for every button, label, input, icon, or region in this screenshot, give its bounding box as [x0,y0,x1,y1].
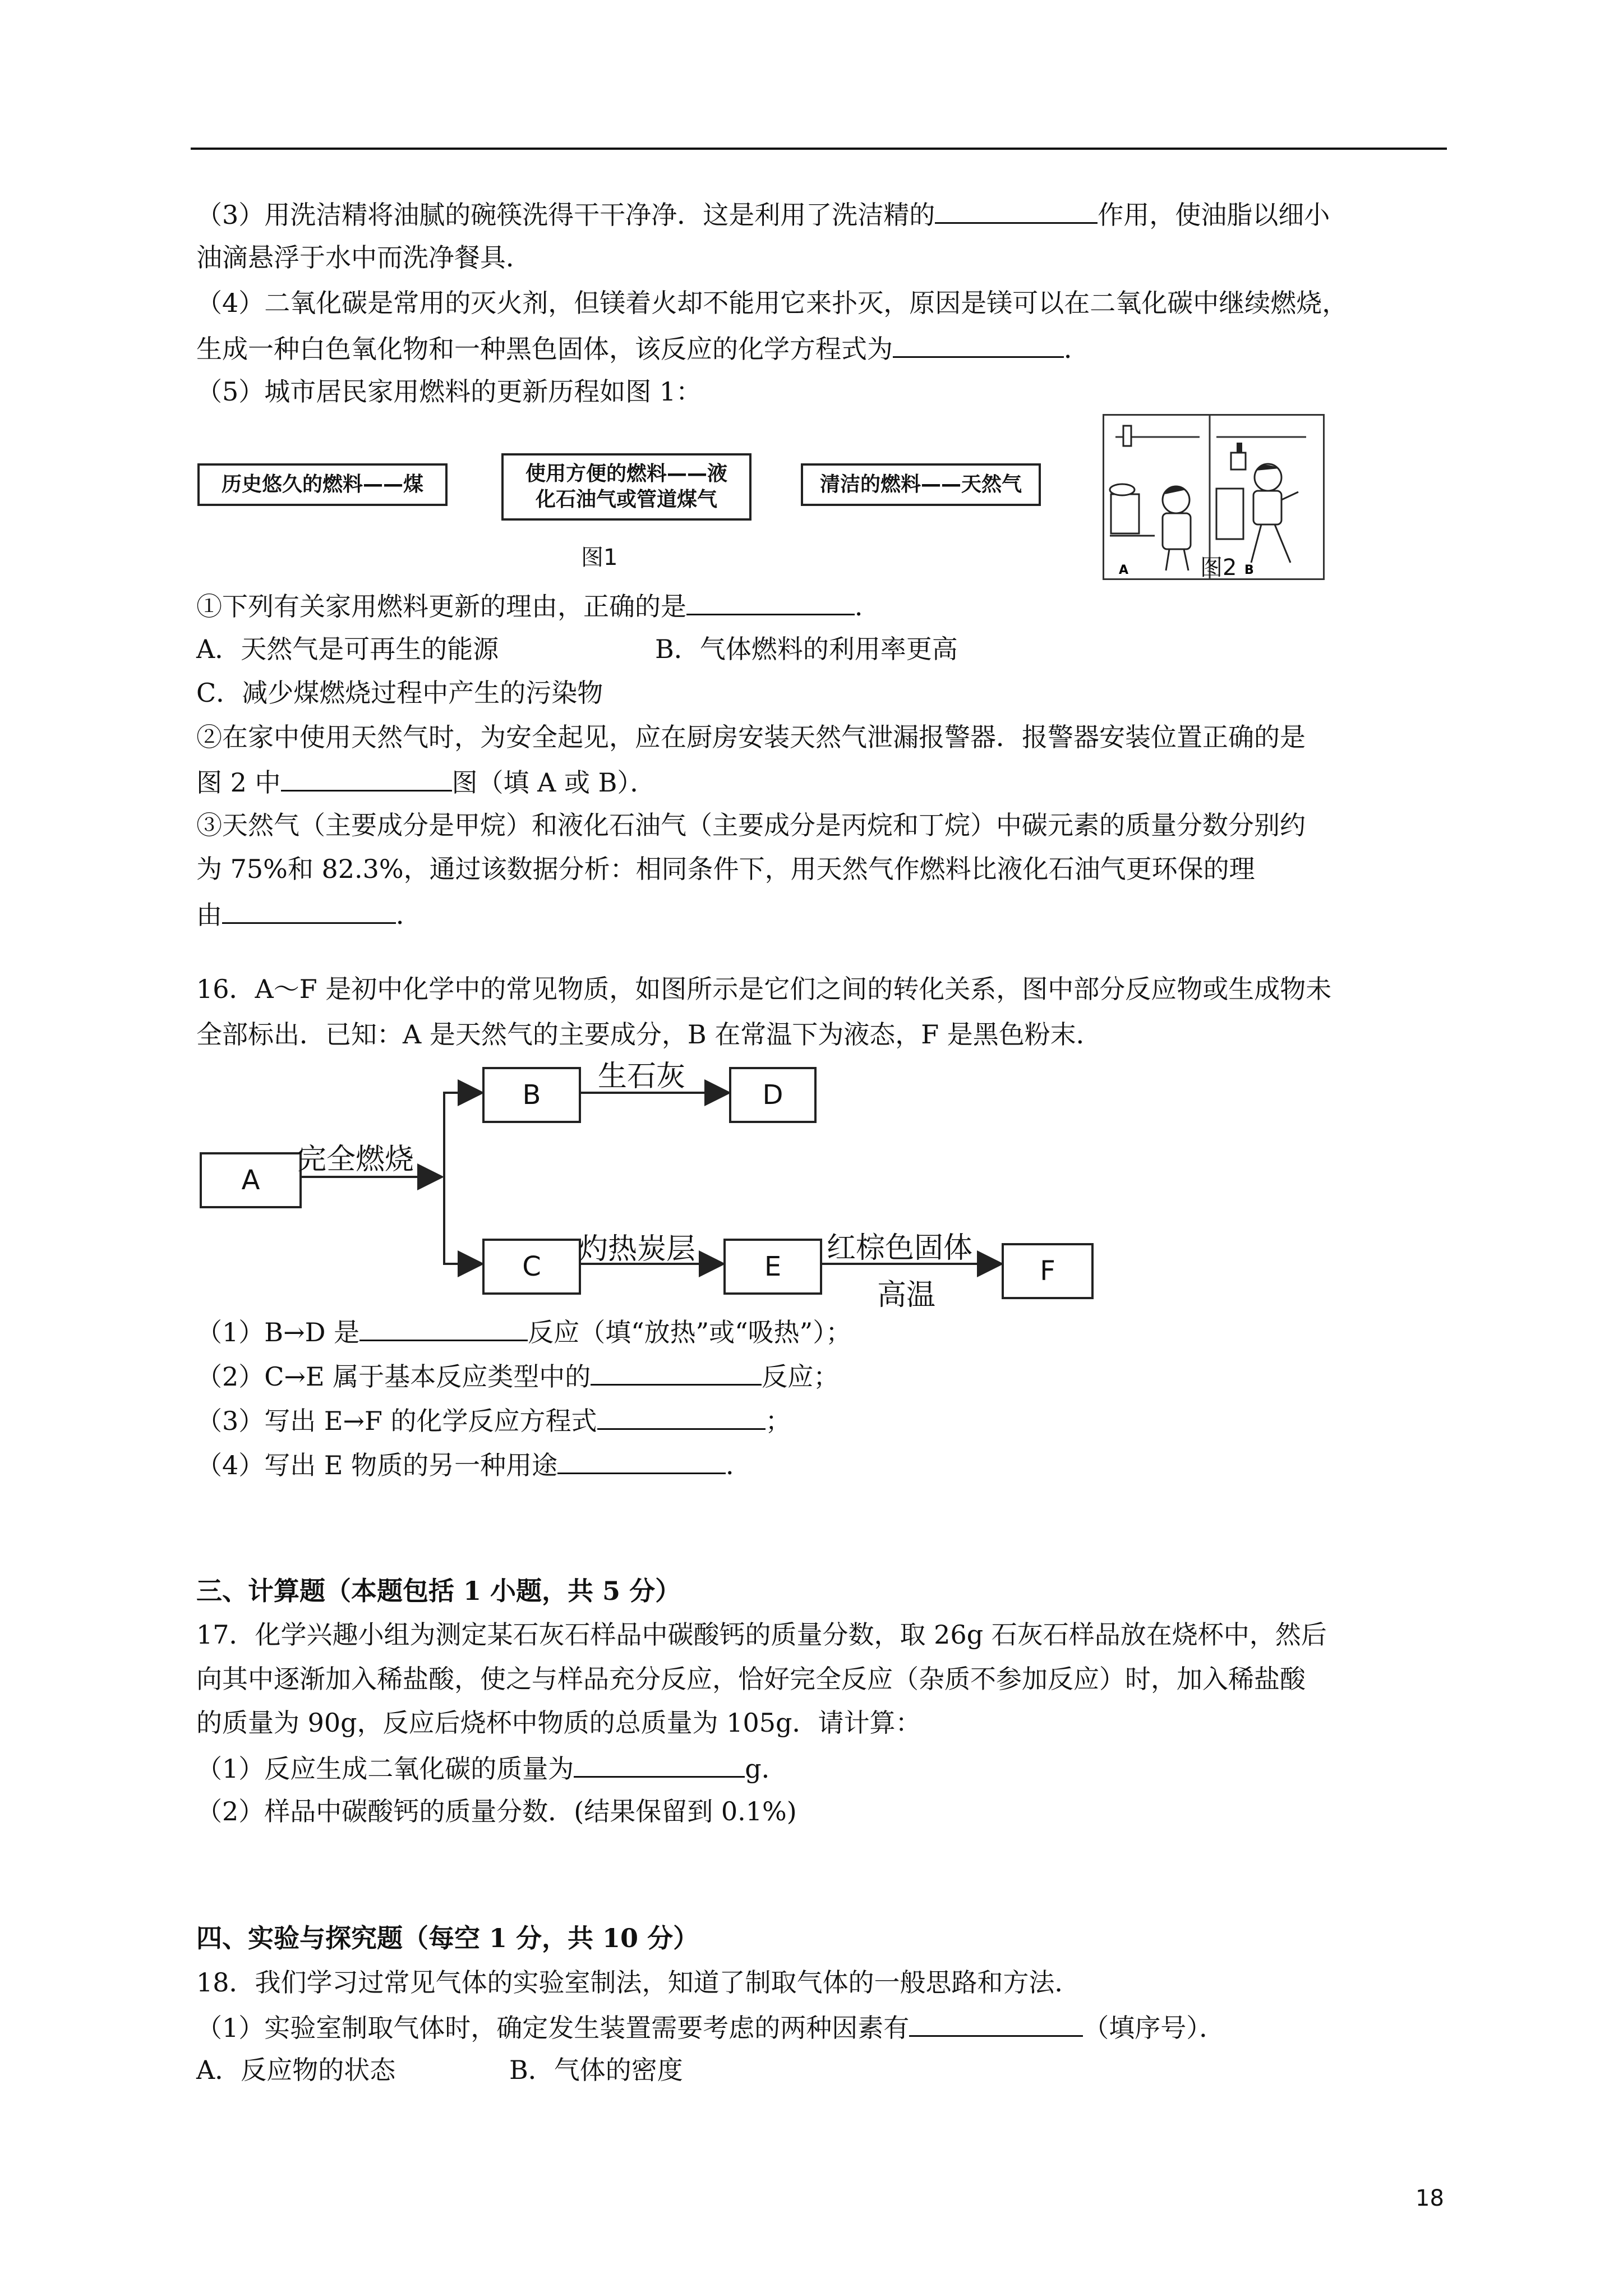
q15-sub3-text-b: ． [396,900,422,930]
q18-line1: 18．我们学习过常见气体的实验室制法，知道了制取气体的一般思路和方法． [196,1967,1081,1998]
q16-part3-line [196,1402,791,1438]
q15-sub3-line1: ③天然气（主要成分是甲烷）和液化石油气（主要成分是丙烷和丁烷）中碳元素的质量分数分别约 [196,810,1306,840]
diagram-label-high-temperature: 高温 [877,1278,936,1312]
q15-part3-text-a: （3）用洗洁精将油腻的碗筷洗得干干净净．这是利用了洗洁精的 [196,200,935,230]
answer-blank[interactable] [557,1447,726,1474]
q17-line3: 的质量为 90g，反应后烧杯中物质的总质量为 105g．请计算： [196,1708,921,1738]
q15-sub2-text-a: 图 2 中 [196,767,281,798]
fig2-label-a: A [1119,563,1129,577]
q18-part1-text-b: （填序号）． [1083,2013,1225,2043]
page-number: 18 [1415,2185,1444,2211]
answer-blank[interactable] [591,1358,762,1386]
q15-sub2-line1: ②在家中使用天然气时，为安全起见，应在厨房安装天然气泄漏报警器．报警器安装位置正确的是 [196,722,1306,752]
diagram-node-e: E [723,1239,822,1295]
fig1-box-natural-gas: 清洁的燃料——天然气 [801,463,1041,506]
diagram-label-complete-combustion: 完全燃烧 [297,1143,414,1176]
q16-part3-text-b: ； [765,1406,791,1436]
diagram-node-c: C [482,1239,581,1295]
q16-part1-line [196,1314,851,1349]
q16-part4-line [196,1447,751,1482]
q15-part5-line: （5）城市居民家用燃料的更新历程如图 1： [196,376,702,407]
q18-part1-text-a: （1）实验室制取气体时，确定发生装置需要考虑的两种因素有 [196,2013,910,2043]
q17-part2-line: （2）样品中碳酸钙的质量分数．(结果保留到 0.1%) [196,1796,797,1826]
q18-part1-line [196,2009,1225,2045]
q16-intro-line1: 16．A～F 是初中化学中的常见物质，如图所示是它们之间的转化关系，图中部分反应物或生成物未 [196,974,1332,1004]
answer-blank[interactable] [359,1314,528,1341]
q15-sub2-text-b: 图（填 A 或 B）． [451,767,656,798]
diagram-node-d: D [729,1067,817,1123]
q17-part1-text-b: g． [745,1754,787,1784]
q15-sub3-text-a: 由 [196,900,222,930]
q16-part3-text-a: （3）写出 E→F 的化学反应方程式 [196,1406,597,1436]
q16-part1-text-a: （1）B→D 是 [196,1317,360,1347]
diagram-node-a: A [200,1152,302,1208]
fig1-box-coal: 历史悠久的燃料——煤 [197,463,448,506]
q15-part4-text-b: ． [1064,334,1090,364]
q18-option-a: A．反应物的状态 [196,2055,396,2085]
fig1-box-lpg-line2: 化石油气或管道煤气 [535,488,717,511]
q16-part4-text-a: （4）写出 E 物质的另一种用途 [196,1450,558,1480]
q15-sub1-text-a: ①下列有关家用燃料更新的理由，正确的是 [196,591,686,622]
diagram-node-b: B [482,1067,581,1123]
q18-option-b: B．气体的密度 [509,2055,683,2085]
section4-heading: 四、实验与探究题（每空 1 分，共 10 分） [196,1923,699,1953]
fig2-label-b: B [1244,563,1254,577]
q15-part4-text-a: 生成一种白色氧化物和一种黑色固体，该反应的化学方程式为 [196,334,893,364]
q15-part3-text-b: 作用，使油脂以细小 [1098,200,1330,230]
q17-line2: 向其中逐渐加入稀盐酸，使之与样品充分反应，恰好完全反应（杂质不参加反应）时，加入稀盐酸 [196,1664,1306,1694]
answer-blank[interactable] [909,2009,1083,2037]
fig1-box-lpg-line1: 使用方便的燃料——液 [525,462,727,485]
q15-option-c: C．减少煤燃烧过程中产生的污染物 [196,678,603,708]
q15-option-a: A．天然气是可再生的能源 [196,634,499,664]
fig1-caption: 图1 [581,545,618,570]
answer-blank[interactable] [597,1402,766,1430]
q15-sub1-text-b: ． [855,591,880,622]
q16-part2-line [196,1358,839,1393]
q15-sub3-line2: 为 75%和 82.3%，通过该数据分析：相同条件下，用天然气作燃料比液化石油气更环保的理 [196,854,1255,884]
diagram-label-hot-carbon: 灼热炭层 [579,1232,696,1266]
q17-part1-line [196,1750,787,1786]
q17-line1: 17．化学兴趣小组为测定某石灰石样品中碳酸钙的质量分数，取 26g 石灰石样品放在烧杯中，然后 [196,1619,1327,1650]
diagram-label-red-brown-solid: 红棕色固体 [827,1231,973,1265]
q15-part3-line2: 油滴悬浮于水中而洗净餐具． [196,242,532,273]
fig2-caption: 图2 [1200,555,1237,581]
section3-heading: 三、计算题（本题包括 1 小题，共 5 分） [196,1576,681,1606]
q17-part1-text-a: （1）反应生成二氧化碳的质量为 [196,1754,574,1784]
q16-part4-text-b: ． [726,1450,752,1480]
q16-part2-text-b: 反应； [762,1361,840,1392]
q16-part1-text-b: 反应（填“放热”或“吸热”）； [528,1317,852,1347]
diagram-label-quicklime: 生石灰 [598,1060,686,1093]
q15-part4-line1: （4）二氧化碳是常用的灭火剂，但镁着火却不能用它来扑灭，原因是镁可以在二氧化碳中继续燃烧， [196,288,1348,318]
answer-blank[interactable] [574,1750,745,1778]
diagram-node-f: F [1002,1243,1094,1299]
q16-intro-line2: 全部标出．已知：A 是天然气的主要成分，B 在常温下为液态，F 是黑色粉末． [196,1019,1102,1050]
q16-part2-text-a: （2）C→E 属于基本反应类型中的 [196,1361,591,1392]
q15-option-b: B．气体燃料的利用率更高 [655,634,958,664]
